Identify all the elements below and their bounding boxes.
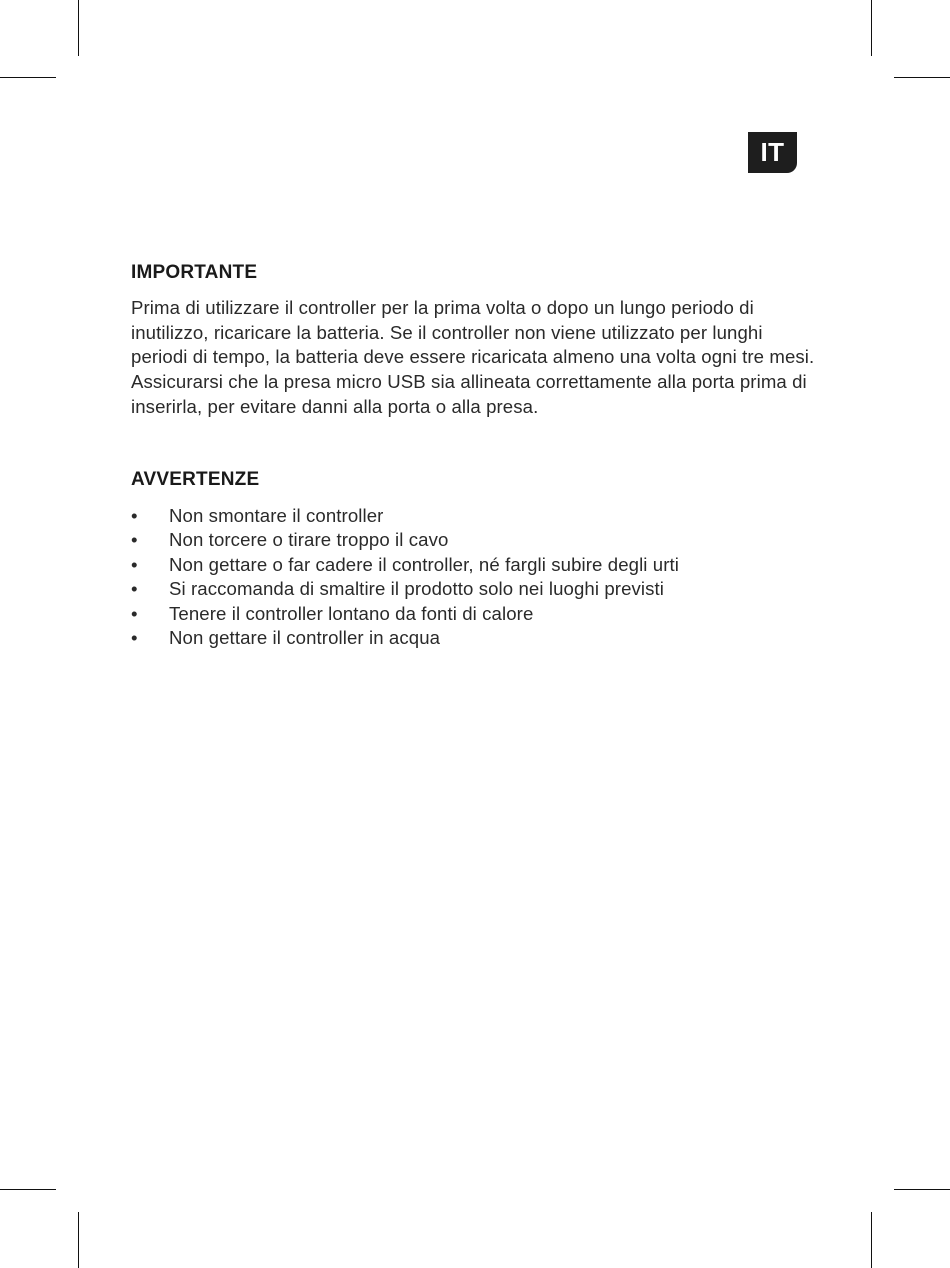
important-paragraph: Prima di utilizzare il controller per la prima volta o dopo un lungo periodo di inutilizzo, ricaricare la batteria. Se il controller non viene utilizzato per lunghi periodi di tempo, la batteria deve essere ricaricata almeno una volta ogni tre mesi. Assicurarsi che la presa micro USB sia allineata correttamente alla porta prima di inserirla, per evitare danni alla porta o alla presa. — [131, 297, 815, 417]
list-item — [131, 504, 821, 529]
bullet-icon: • — [131, 529, 138, 551]
list-item-text: Tenere il controller lontano da fonti di calore — [169, 602, 534, 624]
crop-mark-top-right-horizontal — [894, 77, 950, 78]
list-item-text: Non smontare il controller — [169, 504, 384, 526]
bullet-icon: • — [131, 504, 138, 526]
warnings-heading: AVVERTENZE — [131, 468, 260, 490]
list-item — [131, 626, 821, 651]
list-item-text: Non gettare il controller in acqua — [169, 627, 441, 649]
language-badge: IT — [748, 132, 797, 173]
list-item — [131, 528, 821, 553]
important-section — [131, 260, 821, 420]
list-item-text: Non torcere o tirare troppo il cavo — [169, 529, 449, 551]
bullet-icon: • — [131, 553, 138, 575]
crop-mark-bottom-right-horizontal — [894, 1189, 950, 1190]
list-item-text: Si raccomanda di smaltire il prodotto solo nei luoghi previsti — [169, 578, 665, 600]
bullet-icon: • — [131, 602, 138, 624]
list-item — [131, 577, 821, 602]
warnings-section — [131, 467, 821, 652]
crop-mark-top-left-horizontal — [0, 77, 56, 78]
crop-mark-bottom-left-vertical — [78, 1212, 79, 1268]
bullet-icon: • — [131, 578, 138, 600]
page-content — [131, 260, 821, 651]
bullet-icon: • — [131, 627, 138, 649]
crop-mark-bottom-right-vertical — [871, 1212, 872, 1268]
list-item-text: Non gettare o far cadere il controller, né fargli subire degli urti — [169, 553, 680, 575]
crop-mark-top-right-vertical — [871, 0, 872, 56]
important-heading: IMPORTANTE — [131, 262, 258, 283]
list-item — [131, 553, 821, 578]
crop-mark-bottom-left-horizontal — [0, 1189, 56, 1190]
crop-mark-top-left-vertical — [78, 0, 79, 56]
warnings-list — [131, 504, 821, 652]
list-item — [131, 602, 821, 627]
